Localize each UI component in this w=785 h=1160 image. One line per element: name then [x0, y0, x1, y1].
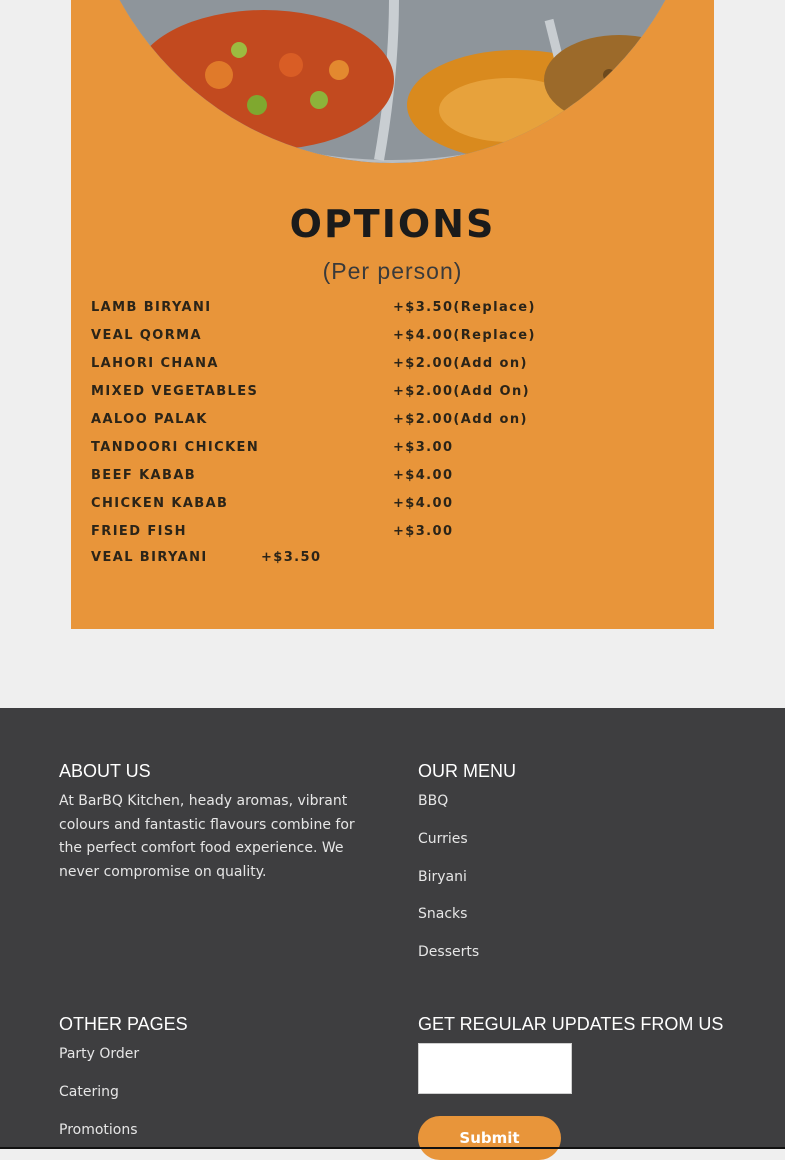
option-price: +$4.00	[393, 468, 454, 483]
option-price: +$2.00(Add on)	[393, 412, 528, 427]
our-menu-heading: OUR MENU	[418, 761, 516, 781]
option-name: AALOO PALAK	[91, 412, 208, 427]
option-price: +$3.50	[261, 550, 322, 565]
option-name: LAMB BIRYANI	[91, 300, 212, 315]
option-price: +$2.00(Add On)	[393, 384, 530, 399]
page-link-promotions[interactable]: Promotions	[59, 1122, 138, 1138]
option-price: +$3.00	[393, 440, 454, 455]
other-pages-heading: OTHER PAGES	[59, 1014, 188, 1034]
option-price: +$2.00(Add on)	[393, 356, 528, 371]
option-name: TANDOORI CHICKEN	[91, 440, 260, 455]
option-name: LAHORI CHANA	[91, 356, 219, 371]
page-link-catering[interactable]: Catering	[59, 1084, 119, 1100]
option-price: +$3.50(Replace)	[393, 300, 536, 315]
food-platter-image	[79, 0, 706, 163]
about-text: At BarBQ Kitchen, heady aromas, vibrant colours and fantastic flavours combine for the perfect comfort food experience. We never compromise on quality.	[59, 793, 355, 880]
food-platter-illustration	[79, 0, 706, 163]
page-link-party-order[interactable]: Party Order	[59, 1046, 140, 1062]
option-price: +$3.00	[393, 524, 454, 539]
options-title: OPTIONS	[289, 202, 496, 246]
option-name: VEAL QORMA	[91, 328, 202, 343]
option-name: FRIED FISH	[91, 524, 187, 539]
option-price: +$4.00	[393, 496, 454, 511]
submit-button[interactable]: Submit	[418, 1116, 561, 1160]
menu-link-snacks[interactable]: Snacks	[418, 906, 468, 922]
per-person-subtitle: (Per person)	[322, 258, 463, 284]
updates-heading: GET REGULAR UPDATES FROM US	[418, 1014, 724, 1034]
menu-link-bbq[interactable]: BBQ	[418, 793, 449, 809]
email-field[interactable]	[418, 1043, 572, 1094]
option-name: CHICKEN KABAB	[91, 496, 229, 511]
menu-link-biryani[interactable]: Biryani	[418, 869, 467, 885]
options-card	[71, 0, 714, 629]
menu-link-curries[interactable]: Curries	[418, 831, 468, 847]
option-name: BEEF KABAB	[91, 468, 197, 483]
option-name: MIXED VEGETABLES	[91, 384, 259, 399]
option-name: VEAL BIRYANI	[91, 550, 208, 565]
menu-link-desserts[interactable]: Desserts	[418, 944, 480, 960]
option-price: +$4.00(Replace)	[393, 328, 536, 343]
about-heading: ABOUT US	[59, 761, 151, 781]
